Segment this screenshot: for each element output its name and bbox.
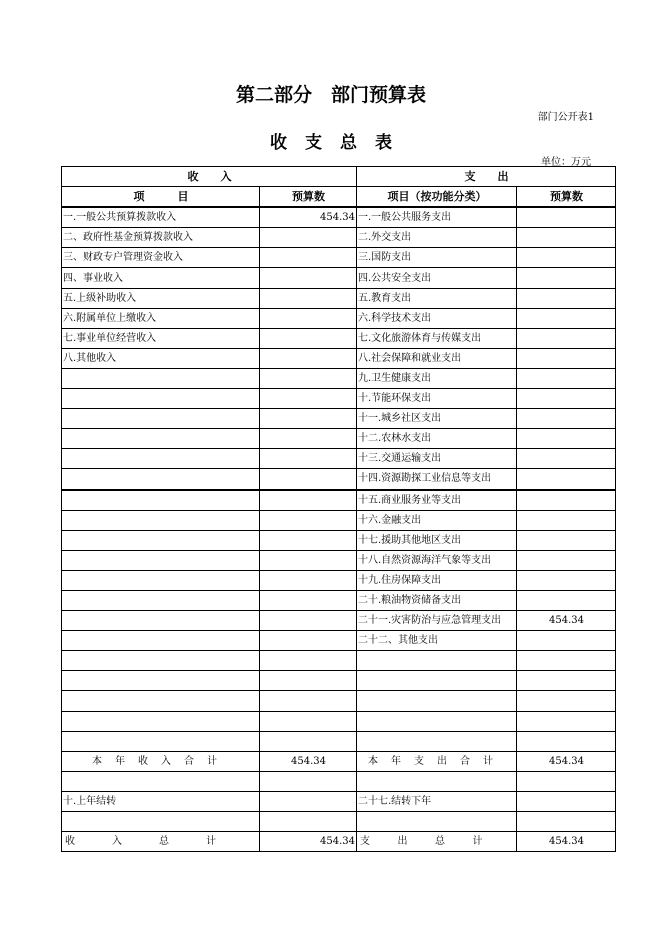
expense-amount: [517, 671, 616, 691]
budget-summary-table: [61, 166, 616, 852]
expense-amount: [517, 711, 616, 731]
income-item: 四、事业收入: [62, 268, 260, 288]
expense-header: 支 出: [357, 167, 616, 187]
col-header-item: 项 目: [62, 187, 260, 208]
expense-item: 十四.资源勘探工业信息等支出: [357, 469, 517, 490]
table-row: [62, 449, 616, 469]
income-item: [62, 691, 260, 711]
income-amount: [260, 348, 357, 368]
income-item: 二、政府性基金预算拨款收入: [62, 228, 260, 248]
carry-in-amount: [260, 791, 357, 811]
col-header-budget: 预算数: [260, 187, 357, 208]
expense-item: 二.外交支出: [357, 228, 517, 248]
grand-income-char: 收: [65, 836, 75, 848]
grand-total-row: [62, 832, 616, 852]
year-income-total-label: 本年收入合计: [62, 751, 260, 771]
table-row: [62, 409, 616, 429]
carry-out-amount: [517, 791, 616, 811]
income-amount: [260, 691, 357, 711]
table-row: [62, 812, 616, 832]
expense-amount: [517, 631, 616, 651]
table-row: [62, 550, 616, 570]
table-row: [62, 631, 616, 651]
year-income-total-amount: 454.34: [260, 751, 357, 771]
income-item: [62, 368, 260, 388]
income-item: [62, 469, 260, 490]
expense-amount: [517, 550, 616, 570]
table-row: [62, 248, 616, 268]
expense-item: 十二.农林水支出: [357, 429, 517, 449]
income-item: [62, 631, 260, 651]
income-item: [62, 449, 260, 469]
table-row: [62, 651, 616, 671]
income-item: [62, 590, 260, 610]
grand-expense-char: 出: [397, 836, 408, 848]
income-item: [62, 711, 260, 731]
form-number: 部门公开表1: [537, 112, 594, 123]
income-item: [62, 530, 260, 550]
income-item: [62, 651, 260, 671]
table-row: [62, 490, 616, 511]
income-amount: 454.34: [260, 207, 357, 228]
expense-item: 十三.交通运输支出: [357, 449, 517, 469]
expense-amount: [517, 207, 616, 228]
table-row: [62, 711, 616, 731]
expense-amount: [517, 570, 616, 590]
expense-item: 六.科学技术支出: [357, 308, 517, 328]
table-row: [62, 228, 616, 248]
expense-amount: [517, 510, 616, 530]
income-amount: [260, 711, 357, 731]
income-amount: [260, 611, 357, 631]
grand-expense-char: 总: [435, 836, 445, 848]
expense-amount: [517, 409, 616, 429]
expense-item: 九.卫生健康支出: [357, 368, 517, 388]
income-item: [62, 611, 260, 631]
table-row: [62, 771, 616, 791]
carry-in-label: 十.上年结转: [62, 791, 260, 811]
income-item: 一.一般公共预算拨款收入: [62, 207, 260, 228]
table-row: [62, 207, 616, 228]
grand-expense-total-label: [357, 832, 517, 852]
expense-amount: [517, 731, 616, 751]
expense-item: 十五.商业服务业等支出: [357, 490, 517, 511]
income-item: 三、财政专户管理资金收入: [62, 248, 260, 268]
income-amount: [260, 288, 357, 308]
expense-amount: [517, 590, 616, 610]
table-row: [62, 590, 616, 610]
income-amount: [260, 570, 357, 590]
income-amount: [260, 449, 357, 469]
expense-amount: 454.34: [517, 611, 616, 631]
income-amount: [260, 731, 357, 751]
year-expense-total-label: 本年支出合计: [357, 751, 517, 771]
expense-amount: [517, 288, 616, 308]
table-row: [62, 611, 616, 631]
table-row: [62, 308, 616, 328]
expense-item: 十八.自然资源海洋气象等支出: [357, 550, 517, 570]
expense-item: 五.教育支出: [357, 288, 517, 308]
income-amount: [260, 368, 357, 388]
expense-item: 十六.金融支出: [357, 510, 517, 530]
income-item: [62, 389, 260, 409]
column-header-row: [62, 187, 616, 208]
income-item: 六.附属单位上缴收入: [62, 308, 260, 328]
expense-item: [357, 691, 517, 711]
col-header-budget-2: 预算数: [517, 187, 616, 208]
income-amount: [260, 389, 357, 409]
income-item: [62, 490, 260, 511]
income-amount: [260, 550, 357, 570]
expense-item: 三.国防支出: [357, 248, 517, 268]
expense-item: 十.节能环保支出: [357, 389, 517, 409]
expense-amount: [517, 530, 616, 550]
income-item: [62, 731, 260, 751]
page-title: 第二部分 部门预算表: [235, 84, 426, 106]
expense-amount: [517, 328, 616, 348]
table-row: [62, 429, 616, 449]
table-row: [62, 731, 616, 751]
expense-item: 二十二、其他支出: [357, 631, 517, 651]
expense-amount: [517, 429, 616, 449]
expense-amount: [517, 368, 616, 388]
grand-income-char: 入: [112, 836, 122, 848]
expense-amount: [517, 268, 616, 288]
expense-item: [357, 651, 517, 671]
table-row: [62, 570, 616, 590]
income-amount: [260, 510, 357, 530]
expense-item: 八.社会保障和就业支出: [357, 348, 517, 368]
expense-amount: [517, 469, 616, 490]
unit-label: 单位：万元: [541, 157, 591, 168]
table-row: [62, 389, 616, 409]
expense-amount: [517, 248, 616, 268]
expense-amount: [517, 449, 616, 469]
income-amount: [260, 469, 357, 490]
income-amount: [260, 590, 357, 610]
income-item: [62, 409, 260, 429]
income-amount: [260, 631, 357, 651]
table-row: [62, 288, 616, 308]
expense-item: 四.公共安全支出: [357, 268, 517, 288]
expense-amount: [517, 308, 616, 328]
expense-amount: [517, 228, 616, 248]
table-row: [62, 368, 616, 388]
expense-item: 七.文化旅游体育与传媒支出: [357, 328, 517, 348]
income-amount: [260, 490, 357, 511]
grand-expense-char: 支: [360, 836, 370, 848]
income-item: [62, 550, 260, 570]
income-item: [62, 510, 260, 530]
income-amount: [260, 248, 357, 268]
expense-amount: [517, 490, 616, 511]
grand-expense-char: 计: [472, 836, 483, 848]
table-header-row: [62, 167, 616, 187]
income-amount: [260, 671, 357, 691]
table-row: [62, 348, 616, 368]
expense-item: 十九.住房保障支出: [357, 570, 517, 590]
table-row: [62, 691, 616, 711]
table-row: [62, 530, 616, 550]
expense-item: [357, 731, 517, 751]
table-subtitle: 收支总表: [270, 133, 410, 153]
income-item: 七.事业单位经营收入: [62, 328, 260, 348]
table-row: [62, 469, 616, 490]
table-row: [62, 268, 616, 288]
expense-item: [357, 711, 517, 731]
table-row: [62, 671, 616, 691]
income-item: [62, 429, 260, 449]
carry-out-label: 二十七.结转下年: [357, 791, 517, 811]
year-total-row: [62, 751, 616, 771]
expense-item: 一.一般公共服务支出: [357, 207, 517, 228]
col-header-item-func: 项目（按功能分类）: [357, 187, 517, 208]
expense-item: 二十一.灾害防治与应急管理支出: [357, 611, 517, 631]
expense-amount: [517, 691, 616, 711]
expense-item: [357, 671, 517, 691]
income-amount: [260, 328, 357, 348]
grand-income-char: 计: [206, 836, 216, 848]
grand-income-char: 总: [159, 836, 169, 848]
grand-expense-total-amount: 454.34: [517, 832, 616, 852]
income-amount: [260, 429, 357, 449]
year-expense-total-amount: 454.34: [517, 751, 616, 771]
expense-item: 十一.城乡社区支出: [357, 409, 517, 429]
expense-amount: [517, 348, 616, 368]
income-item: 八.其他收入: [62, 348, 260, 368]
income-item: 五.上级补助收入: [62, 288, 260, 308]
grand-income-total-label: [62, 832, 260, 852]
expense-item: 二十.粮油物资储备支出: [357, 590, 517, 610]
income-header: 收 入: [62, 167, 357, 187]
income-item: [62, 570, 260, 590]
table-row: [62, 510, 616, 530]
expense-item: 十七.援助其他地区支出: [357, 530, 517, 550]
income-amount: [260, 228, 357, 248]
expense-amount: [517, 389, 616, 409]
income-amount: [260, 268, 357, 288]
income-amount: [260, 409, 357, 429]
income-amount: [260, 530, 357, 550]
expense-amount: [517, 651, 616, 671]
income-amount: [260, 308, 357, 328]
income-amount: [260, 651, 357, 671]
carry-over-row: [62, 791, 616, 811]
table-row: [62, 328, 616, 348]
grand-income-total-amount: 454.34: [260, 832, 357, 852]
income-item: [62, 671, 260, 691]
